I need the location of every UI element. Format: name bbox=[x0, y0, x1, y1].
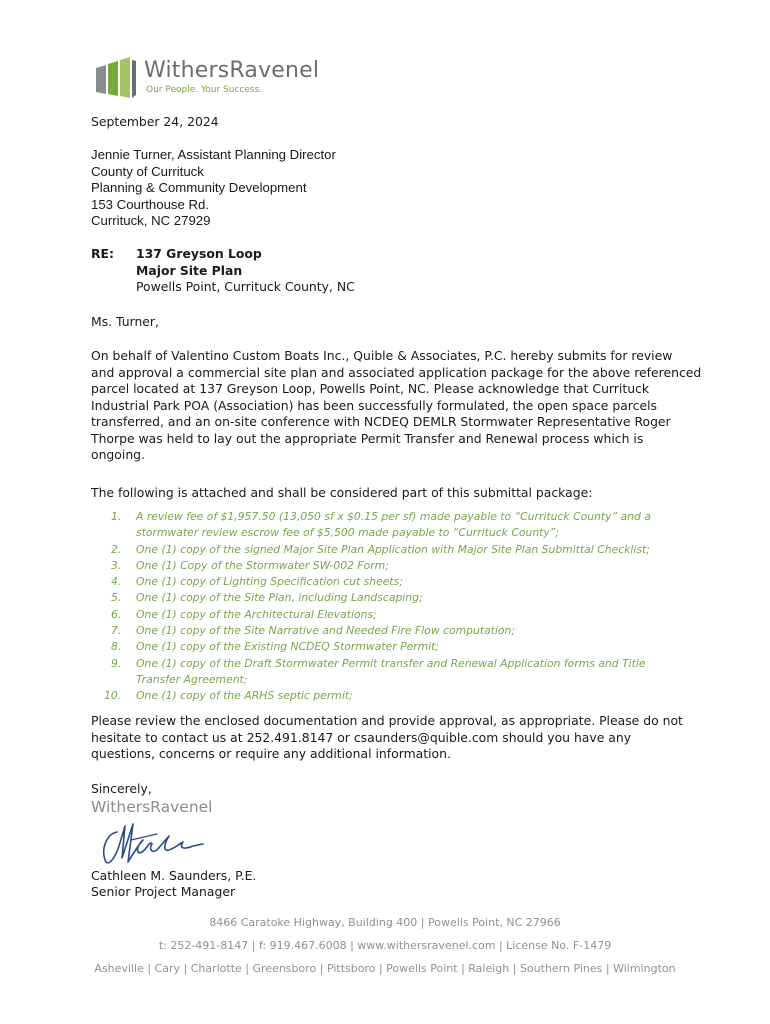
list-item-number: 5. bbox=[111, 591, 122, 605]
list-item-text: One (1) Copy of the Stormwater SW-002 Form; bbox=[136, 558, 389, 572]
subject-block bbox=[136, 246, 355, 296]
list-item-text: One (1) copy of the ARHS septic permit; bbox=[136, 689, 353, 703]
list-item-text: One (1) copy of the signed Major Site Plan Application with Major Site Plan Submittal Checklist; bbox=[136, 542, 650, 556]
re-label: RE: bbox=[91, 246, 114, 261]
recipient-address bbox=[91, 147, 336, 230]
list-item-number: 1. bbox=[111, 510, 122, 523]
body-paragraph bbox=[91, 348, 702, 464]
subject-line: 137 Greyson Loop bbox=[136, 246, 262, 261]
salutation: Ms. Turner, bbox=[91, 314, 159, 329]
paragraph-line: hesitate to contact us at 252.491.8147 or csaunders@quible.com should you have any bbox=[91, 729, 632, 745]
attachments-list bbox=[91, 509, 681, 705]
list-item bbox=[91, 509, 681, 542]
recipient-line: Currituck, NC 27929 bbox=[91, 213, 211, 228]
logo-mark-icon bbox=[94, 56, 138, 100]
recipient-line: Planning & Community Development bbox=[91, 180, 307, 195]
recipient-line: Jennie Turner, Assistant Planning Director bbox=[91, 147, 336, 162]
brand-name: WithersRavenel bbox=[144, 58, 320, 83]
paragraph-line: ongoing. bbox=[91, 447, 145, 462]
attachments-intro: The following is attached and shall be considered part of this submittal package: bbox=[91, 485, 593, 500]
list-item bbox=[91, 558, 681, 574]
list-item-number: 3. bbox=[111, 558, 122, 572]
paragraph-line: Please review the enclosed documentation and provide approval, as appropriate. Please do not bbox=[91, 713, 683, 728]
list-item bbox=[91, 656, 681, 689]
list-item-text: One (1) copy of the Draft Stormwater Permit transfer and Renewal Application forms and Title bbox=[136, 656, 646, 670]
list-item bbox=[91, 590, 681, 606]
list-item bbox=[91, 574, 681, 590]
list-item-number: 4. bbox=[111, 575, 122, 589]
list-item-number: 9. bbox=[111, 656, 122, 670]
footer-offices: Asheville | Cary | Charlotte | Greensboro | Pittsboro | Powells Point | Raleigh | Southern Pines | Wilmington bbox=[94, 962, 676, 975]
list-item bbox=[91, 607, 681, 623]
subject-line: Powells Point, Currituck County, NC bbox=[136, 279, 355, 294]
list-item-number: 8. bbox=[111, 640, 122, 654]
list-item bbox=[91, 639, 681, 655]
list-item-number: 10. bbox=[104, 689, 122, 703]
paragraph-line: questions, concerns or require any additional information. bbox=[91, 746, 451, 761]
paragraph-line: On behalf of Valentino Custom Boats Inc., Quible & Associates, P.C. hereby submits for review bbox=[91, 348, 673, 363]
list-item-number: 2. bbox=[111, 542, 122, 556]
company-logo bbox=[94, 56, 334, 100]
list-item-text: stormwater review escrow fee of $5,500 made payable to “Currituck County”; bbox=[136, 526, 560, 540]
paragraph-line: transferred, and an on-site conference with NCDEQ DEMLR Stormwater Representative Roger bbox=[91, 414, 671, 429]
list-item-text: One (1) copy of Lighting Specification cut sheets; bbox=[136, 575, 403, 589]
list-item-number: 6. bbox=[111, 607, 122, 621]
list-item-text: A review fee of $1,957.50 (13,050 sf x $0.15 per sf) made payable to “Currituck County” and a bbox=[136, 510, 651, 523]
valediction: Sincerely, bbox=[91, 781, 152, 796]
signatory-title: Senior Project Manager bbox=[91, 884, 236, 899]
paragraph-line: parcel located at 137 Greyson Loop, Powells Point, NC. Please acknowledge that Currituck bbox=[91, 381, 650, 396]
list-item-text: One (1) copy of the Site Narrative and Needed Fire Flow computation; bbox=[136, 624, 516, 638]
recipient-line: County of Currituck bbox=[91, 163, 204, 179]
subject-line: Major Site Plan bbox=[136, 262, 243, 278]
letter-date: September 24, 2024 bbox=[91, 114, 219, 129]
paragraph-line: and approval a commercial site plan and associated application package for the above referenced bbox=[91, 364, 702, 380]
list-item-number: 7. bbox=[111, 624, 122, 638]
closing-paragraph bbox=[91, 713, 691, 763]
handwritten-signature bbox=[95, 818, 205, 870]
list-item-text: One (1) copy of the Site Plan, including Landscaping; bbox=[136, 591, 423, 605]
footer-address: 8466 Caratoke Highway, Building 400 | Powells Point, NC 27966 bbox=[209, 916, 561, 929]
recipient-line: 153 Courthouse Rd. bbox=[91, 196, 210, 212]
list-item bbox=[91, 623, 681, 639]
list-item-text: One (1) copy of the Architectural Elevations; bbox=[136, 607, 377, 621]
list-item bbox=[91, 688, 681, 704]
list-item-text: Transfer Agreement; bbox=[136, 672, 248, 686]
paragraph-line: Thorpe was held to lay out the appropriate Permit Transfer and Renewal process which is bbox=[91, 430, 644, 446]
signature-firm: WithersRavenel bbox=[91, 798, 213, 816]
footer-contact: t: 252-491-8147 | f: 919.467.6008 | www.withersravenel.com | License No. F-1479 bbox=[158, 939, 612, 952]
paragraph-line: Industrial Park POA (Association) has been successfully formulated, the open space parcels bbox=[91, 397, 657, 413]
signatory-name: Cathleen M. Saunders, P.E. bbox=[91, 868, 257, 883]
brand-tagline: Our People. Your Success. bbox=[146, 85, 263, 95]
list-item bbox=[91, 542, 681, 558]
list-item-text: One (1) copy of the Existing NCDEQ Stormwater Permit; bbox=[136, 640, 440, 654]
